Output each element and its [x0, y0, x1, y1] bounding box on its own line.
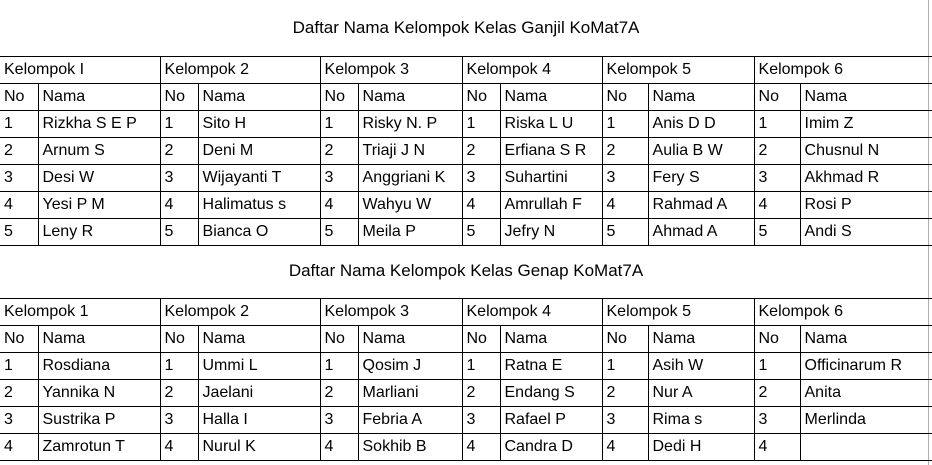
table-row: [0, 111, 932, 138]
member-number: 2: [754, 138, 800, 165]
member-number: 3: [320, 165, 358, 192]
member-name: Halimatus s: [198, 192, 320, 219]
member-number: 3: [462, 165, 500, 192]
member-number: 4: [602, 434, 648, 461]
member-number: 4: [754, 434, 800, 461]
member-number: 2: [602, 138, 648, 165]
member-number: 1: [462, 111, 500, 138]
member-number: 3: [320, 407, 358, 434]
column-header-no: No: [602, 84, 648, 111]
member-name: Officinarum R: [800, 353, 932, 380]
member-name: [800, 434, 932, 461]
column-header-row: [0, 326, 932, 353]
member-name: Anita: [800, 380, 932, 407]
member-name: Riska L U: [500, 111, 602, 138]
member-number: 4: [0, 434, 38, 461]
column-header-nama: Nama: [648, 326, 754, 353]
member-name: Meila P: [358, 219, 462, 246]
group-header: Kelompok 2: [160, 299, 320, 326]
table-row: [0, 353, 932, 380]
member-name: Jaelani: [198, 380, 320, 407]
member-name: Zamrotun T: [38, 434, 160, 461]
member-number: 2: [160, 380, 198, 407]
member-name: Rizkha S E P: [38, 111, 160, 138]
member-number: 1: [160, 353, 198, 380]
group-header: Kelompok 1: [0, 299, 160, 326]
column-header-row: [0, 84, 932, 111]
member-name: Qosim J: [358, 353, 462, 380]
member-name: Desi W: [38, 165, 160, 192]
column-header-nama: Nama: [648, 84, 754, 111]
member-name: Triaji J N: [358, 138, 462, 165]
member-name: Marliani: [358, 380, 462, 407]
member-number: 1: [0, 111, 38, 138]
member-name: Merlinda: [800, 407, 932, 434]
member-name: Asih W: [648, 353, 754, 380]
group-header: Kelompok 5: [602, 299, 754, 326]
table-row: [0, 192, 932, 219]
column-header-nama: Nama: [38, 84, 160, 111]
member-name: Jefry N: [500, 219, 602, 246]
member-name: Fery S: [648, 165, 754, 192]
member-name: Febria A: [358, 407, 462, 434]
table-row: [0, 380, 932, 407]
group-header: Kelompok 6: [754, 57, 932, 84]
member-name: Yannika N: [38, 380, 160, 407]
member-number: 1: [602, 353, 648, 380]
column-header-nama: Nama: [500, 326, 602, 353]
member-number: 1: [462, 353, 500, 380]
member-number: 5: [754, 219, 800, 246]
member-number: 5: [160, 219, 198, 246]
member-name: Wahyu W: [358, 192, 462, 219]
table1: [0, 56, 932, 246]
member-name: Ahmad A: [648, 219, 754, 246]
member-name: Endang S: [500, 380, 602, 407]
member-name: Akhmad R: [800, 165, 932, 192]
member-number: 4: [320, 192, 358, 219]
member-number: 1: [320, 111, 358, 138]
column-header-no: No: [160, 84, 198, 111]
group-header-row: [0, 299, 932, 326]
column-header-nama: Nama: [38, 326, 160, 353]
group-header: Kelompok 3: [320, 299, 462, 326]
column-header-no: No: [160, 326, 198, 353]
member-name: Candra D: [500, 434, 602, 461]
member-number: 3: [160, 165, 198, 192]
member-name: Sito H: [198, 111, 320, 138]
member-name: Anis D D: [648, 111, 754, 138]
table1-title: Daftar Nama Kelompok Kelas Ganjil KoMat7A: [292, 18, 640, 37]
member-name: Deni M: [198, 138, 320, 165]
member-number: 3: [602, 165, 648, 192]
member-number: 2: [0, 138, 38, 165]
column-header-no: No: [602, 326, 648, 353]
member-name: Rosi P: [800, 192, 932, 219]
table-row: [0, 219, 932, 246]
table-row: [0, 434, 932, 461]
table-row: [0, 407, 932, 434]
table-row: [0, 165, 932, 192]
member-number: 1: [754, 353, 800, 380]
member-number: 3: [602, 407, 648, 434]
column-header-no: No: [0, 84, 38, 111]
member-number: 2: [320, 380, 358, 407]
member-number: 4: [462, 192, 500, 219]
member-name: Rahmad A: [648, 192, 754, 219]
column-header-nama: Nama: [800, 84, 932, 111]
member-name: Sokhib B: [358, 434, 462, 461]
column-header-no: No: [320, 84, 358, 111]
group-header-row: [0, 57, 932, 84]
table-row: [0, 138, 932, 165]
column-header-nama: Nama: [500, 84, 602, 111]
member-name: Ummi L: [198, 353, 320, 380]
column-header-no: No: [462, 326, 500, 353]
column-header-no: No: [0, 326, 38, 353]
member-number: 4: [462, 434, 500, 461]
group-header: Kelompok 6: [754, 299, 932, 326]
member-number: 4: [602, 192, 648, 219]
group-header: Kelompok 3: [320, 57, 462, 84]
member-number: 2: [462, 380, 500, 407]
column-header-no: No: [320, 326, 358, 353]
member-name: Halla I: [198, 407, 320, 434]
group-header: Kelompok I: [0, 57, 160, 84]
member-number: 4: [320, 434, 358, 461]
member-number: 2: [160, 138, 198, 165]
member-number: 2: [754, 380, 800, 407]
member-number: 3: [160, 407, 198, 434]
member-name: Aulia B W: [648, 138, 754, 165]
member-name: Erfiana S R: [500, 138, 602, 165]
member-number: 4: [0, 192, 38, 219]
group-header: Kelompok 2: [160, 57, 320, 84]
member-name: Andi S: [800, 219, 932, 246]
member-number: 1: [602, 111, 648, 138]
column-header-nama: Nama: [358, 326, 462, 353]
member-name: Arnum S: [38, 138, 160, 165]
member-name: Rosdiana: [38, 353, 160, 380]
member-number: 4: [160, 192, 198, 219]
member-name: Anggriani K: [358, 165, 462, 192]
member-name: Sustrika P: [38, 407, 160, 434]
column-header-nama: Nama: [198, 84, 320, 111]
table2: [0, 298, 932, 461]
member-number: 1: [0, 353, 38, 380]
member-name: Chusnul N: [800, 138, 932, 165]
member-number: 2: [0, 380, 38, 407]
member-number: 2: [602, 380, 648, 407]
member-name: Risky N. P: [358, 111, 462, 138]
member-number: 3: [0, 165, 38, 192]
member-number: 1: [320, 353, 358, 380]
member-number: 3: [0, 407, 38, 434]
member-number: 1: [160, 111, 198, 138]
column-header-no: No: [754, 84, 800, 111]
member-name: Rafael P: [500, 407, 602, 434]
column-header-nama: Nama: [800, 326, 932, 353]
member-number: 3: [462, 407, 500, 434]
member-number: 1: [754, 111, 800, 138]
member-name: Nurul K: [198, 434, 320, 461]
column-header-nama: Nama: [198, 326, 320, 353]
member-name: Nur A: [648, 380, 754, 407]
member-name: Dedi H: [648, 434, 754, 461]
group-header: Kelompok 4: [462, 299, 602, 326]
member-name: Bianca O: [198, 219, 320, 246]
member-name: Rima s: [648, 407, 754, 434]
member-name: Suhartini: [500, 165, 602, 192]
group-header: Kelompok 4: [462, 57, 602, 84]
member-number: 4: [160, 434, 198, 461]
member-number: 5: [320, 219, 358, 246]
member-name: Ratna E: [500, 353, 602, 380]
member-number: 2: [462, 138, 500, 165]
member-name: Leny R: [38, 219, 160, 246]
column-header-no: No: [754, 326, 800, 353]
member-number: 3: [754, 165, 800, 192]
member-name: Amrullah F: [500, 192, 602, 219]
member-number: 5: [602, 219, 648, 246]
member-number: 3: [754, 407, 800, 434]
group-header: Kelompok 5: [602, 57, 754, 84]
member-name: Imim Z: [800, 111, 932, 138]
member-number: 5: [462, 219, 500, 246]
column-header-nama: Nama: [358, 84, 462, 111]
member-name: Wijayanti T: [198, 165, 320, 192]
column-header-no: No: [462, 84, 500, 111]
member-name: Yesi P M: [38, 192, 160, 219]
member-number: 2: [320, 138, 358, 165]
member-number: 5: [0, 219, 38, 246]
member-number: 4: [754, 192, 800, 219]
table2-title: Daftar Nama Kelompok Kelas Genap KoMat7A: [288, 261, 644, 280]
